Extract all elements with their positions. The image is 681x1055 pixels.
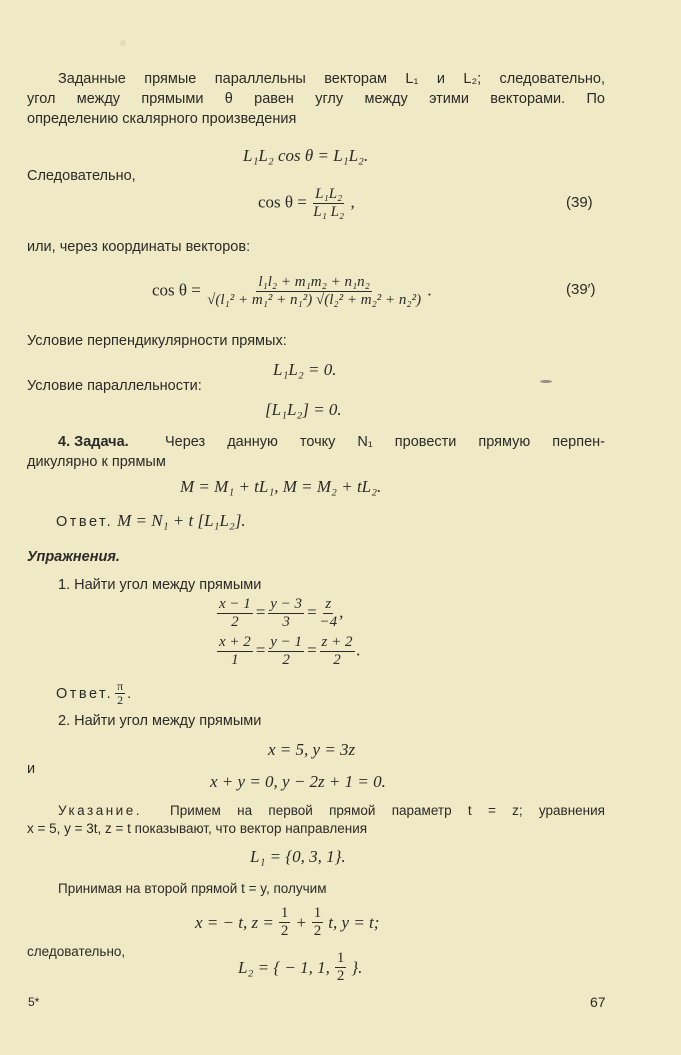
answer-label: Ответ. [56,685,114,702]
fraction [207,274,421,309]
fraction [268,596,304,631]
denominator: L₁ L₂ [313,204,345,220]
equals: = [254,602,267,622]
equation-number: (39′) [566,281,596,298]
fraction [217,634,253,669]
answer-label: Ответ. [56,514,114,530]
paragraph-line: Заданные прямые параллельны векторам L₁ и L₂; следовательно, [58,71,605,87]
task-line [58,433,605,451]
numerator: x + 2 [219,634,251,650]
denominator: 1 [231,652,239,668]
numerator: 1 [313,905,322,921]
fraction [312,905,324,940]
fraction [268,634,304,669]
formula-perpendicular: L₁L₂ = 0. [273,360,337,379]
paper-speck [120,40,126,46]
formula-text: . [427,280,432,300]
answer-line [56,511,246,531]
equation-number: (39) [566,194,593,211]
formula-39-prime [152,274,432,309]
hint-text: Примем на первой прямой параметр t = z; уравнения [170,803,605,818]
denominator: −4 [319,614,338,630]
conjunction: и [27,761,36,777]
hint-line [58,802,605,820]
formula-text: . [127,685,132,702]
numerator: y − 1 [270,634,303,650]
paragraph-line: Условие параллельности: [27,378,202,394]
formula-line-2 [215,634,361,669]
exercise-1: 1. Найти угол между прямыми [58,577,262,593]
formula-text: t, y = t; [328,912,380,932]
answer-formula: M = N₁ + t [L₁L₂]. [117,511,246,530]
denominator: √(l₁² + m₁² + n₁²) √(l₂² + m₂² + n₂²) [207,292,422,308]
equals: = [306,640,318,660]
denominator: 2 [282,652,290,668]
formula-text: , [350,192,355,212]
formula-L1: L₁ = {0, 3, 1}. [250,847,346,866]
denominator: 2 [313,923,322,939]
paper-speck [540,380,552,383]
numerator: 1 [280,905,289,921]
numerator: z + 2 [321,634,353,650]
formula-text: + [295,912,307,932]
denominator: 2 [117,693,124,707]
denominator: 2 [231,614,239,630]
exercises-heading: Упражнения. [27,549,120,565]
denominator: 2 [336,968,345,984]
formula-L2 [238,950,362,985]
fraction [335,950,347,985]
paragraph-line: угол между прямыми θ равен углу между этими векторами. По [27,91,605,107]
numerator: π [117,679,124,693]
formula-text: x = − t, z = [195,912,274,932]
numerator: l₁l₂ + m₁m₂ + n₁n₂ [258,274,370,290]
formula-lines: M = M₁ + tL₁, M = M₂ + tL₂. [180,477,382,496]
paragraph-line: Принимая на второй прямой t = y, получим [58,881,327,896]
formula-text: cos θ = [152,280,201,300]
formula-text: . [356,640,361,660]
numerator: x − 1 [219,596,251,612]
task-text: Через данную точку N₁ провести прямую перпен- [165,434,605,450]
formula-line-2: x + y = 0, y − 2z + 1 = 0. [210,772,386,791]
hint-line: x = 5, y = 3t, z = t показывают, что вектор направления [27,821,368,836]
formula-line-1 [215,596,343,631]
denominator: 3 [282,614,290,630]
formula-39 [258,186,355,221]
paragraph-line: определению скалярного произведения [27,111,297,127]
formula-text: , [339,602,344,622]
fraction [217,596,253,631]
paragraph-line: дикулярно к прямым [27,454,166,470]
numerator: z [325,596,332,612]
formula-second-line [195,905,379,940]
fraction [115,680,125,707]
equals: = [254,640,267,660]
fraction [320,596,338,631]
denominator: 2 [280,923,289,939]
equals: = [306,602,318,622]
fraction [313,186,344,221]
formula-parallel: [L₁L₂] = 0. [265,400,342,419]
numerator: y − 3 [270,596,303,612]
formula-dot-product: L₁L₂ cos θ = L₁L₂. [243,146,369,165]
denominator: 2 [333,652,341,668]
hint-label: Указание. [58,803,142,818]
formula-text: }. [351,957,363,977]
formula-line-1: x = 5, y = 3z [268,740,356,759]
answer-line [56,680,131,707]
paragraph-line: следовательно, [27,944,126,959]
numerator: 1 [336,950,345,966]
fraction [320,634,355,669]
formula-text: L₂ = { − 1, 1, [238,957,330,977]
paragraph-line: или, через координаты векторов: [27,239,251,255]
paragraph-line: Следовательно, [27,168,136,184]
formula-text: cos θ = [258,192,307,212]
signature-mark: 5* [28,995,40,1009]
fraction [279,905,291,940]
numerator: L₁L₂ [315,186,343,202]
exercise-2: 2. Найти угол между прямыми [58,713,262,729]
task-heading: 4. Задача. [58,434,129,450]
paragraph-line: Условие перпендикулярности прямых: [27,333,287,349]
page-number: 67 [590,994,606,1010]
